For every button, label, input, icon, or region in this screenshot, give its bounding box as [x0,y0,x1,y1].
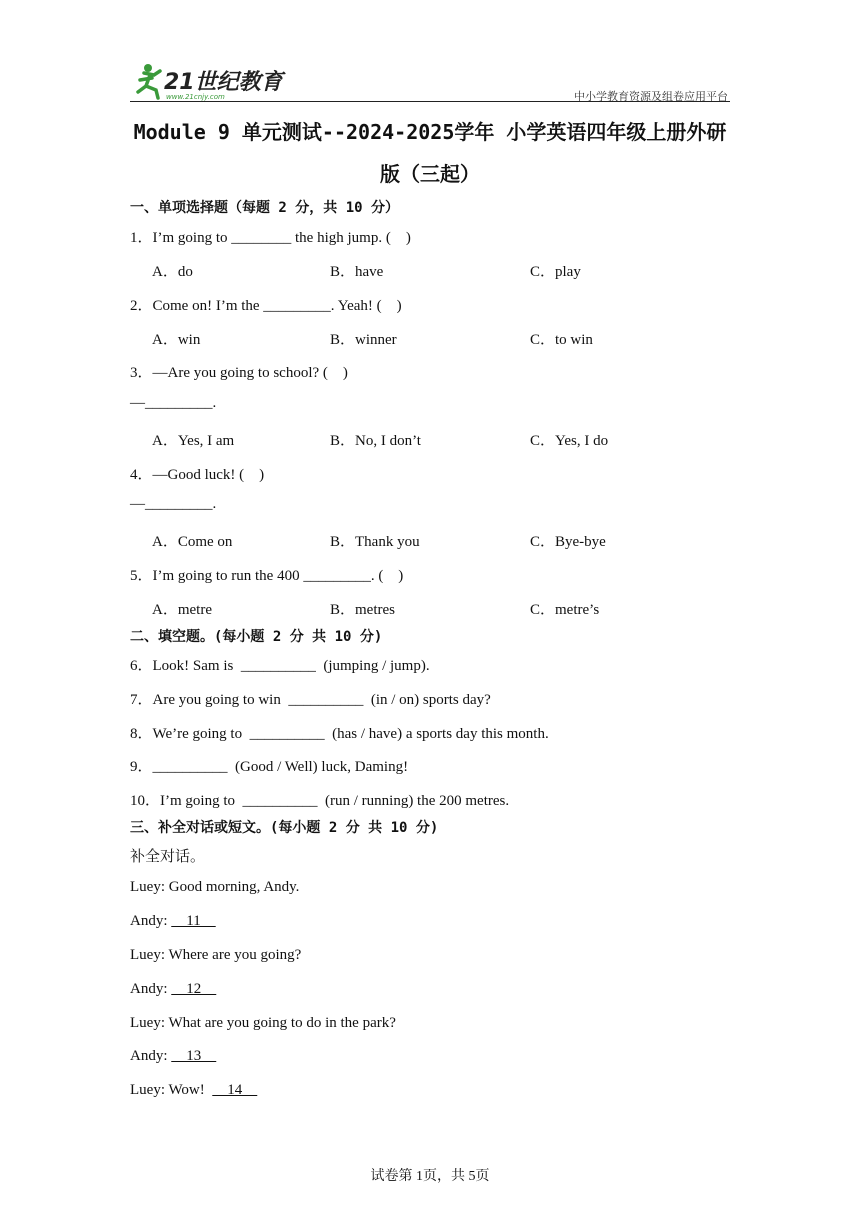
question-1-stem: 1．I’m going to ________ the high jump. ( ) [130,230,411,246]
blank-11: 11 [171,913,216,929]
page-footer: 试卷第 1页，共 5页 [370,1169,490,1184]
q1-option-c: C．play [530,264,581,280]
dialogue-line: Andy: 13 [130,1048,217,1064]
question-5-stem: 5．I’m going to run the 400 _________. ( ) [130,568,404,584]
blank-13: 13 [171,1048,217,1064]
q5-option-b: B．metres [330,602,395,618]
q1-option-b: B．have [330,264,384,280]
page-title-line2: 版（三起） [380,162,480,186]
question-4-stem: 4．—Good luck! ( ) [130,467,265,483]
fill-item-7: 7．Are you going to win __________ (in / on) sports day? [130,692,491,708]
dialogue-intro: 补全对话。 [130,849,206,865]
dialogue-line: Luey: Good morning, Andy. [130,879,300,895]
dialogue-line: Andy: 12 [130,981,217,997]
page-header [130,62,730,104]
q5-option-a: A．metre [152,602,212,618]
dialogue-line: Luey: What are you going to do in the park? [130,1015,396,1031]
q2-option-c: C．to win [530,332,593,348]
q2-option-b: B．winner [330,332,397,348]
runner-icon [138,64,160,98]
dialogue-line: Luey: Wow! 14 [130,1082,258,1098]
q3-option-c: C．Yes, I do [530,433,609,449]
q4-option-c: C．Bye-bye [530,534,606,550]
q5-option-c: C．metre’s [530,602,600,618]
fill-item-6: 6．Look! Sam is __________ (jumping / jump). [130,658,430,674]
fill-item-9: 9．__________ (Good / Well) luck, Daming! [130,759,409,775]
section1-heading: 一、单项选择题（每题 2 分，共 10 分） [130,200,400,216]
section2-heading: 二、填空题。(每小题 2 分 共 10 分) [130,629,383,645]
dialogue-line: Luey: Where are you going? [130,947,302,963]
blank-12: 12 [171,981,217,997]
q3-option-a: A．Yes, I am [152,433,235,449]
question-3-stem: 3．—Are you going to school? ( ) [130,365,348,381]
q3-answer-line: —_________. [130,395,217,411]
q2-option-a: A．win [152,332,201,348]
logo-21cnjy [130,62,283,102]
fill-item-10: 10．I’m going to __________ (run / running) the 200 metres. [130,793,510,809]
section3-heading: 三、补全对话或短文。(每小题 2 分 共 10 分) [130,820,439,836]
blank-14: 14 [212,1082,258,1098]
logo-text: 21世纪教育 [164,70,283,95]
platform-tagline: 中小学教育资源及组卷应用平台 [574,90,728,103]
q4-option-b: B．Thank you [330,534,420,550]
fill-item-8: 8．We’re going to __________ (has / have) a sports day this month. [130,726,549,742]
q3-option-b: B．No, I don’t [330,433,421,449]
q1-option-a: A．do [152,264,193,280]
q4-option-a: A．Come on [152,534,233,550]
q4-answer-line: —_________. [130,496,217,512]
header-divider [130,101,730,102]
dialogue-line: Andy: 11 [130,913,216,929]
logo-sub: www.21cnjy.com [166,93,225,101]
question-2-stem: 2．Come on! I’m the _________. Yeah! ( ) [130,298,402,314]
page-title-line1: Module 9 单元测试--2024-2025学年 小学英语四年级上册外研 [133,120,727,144]
